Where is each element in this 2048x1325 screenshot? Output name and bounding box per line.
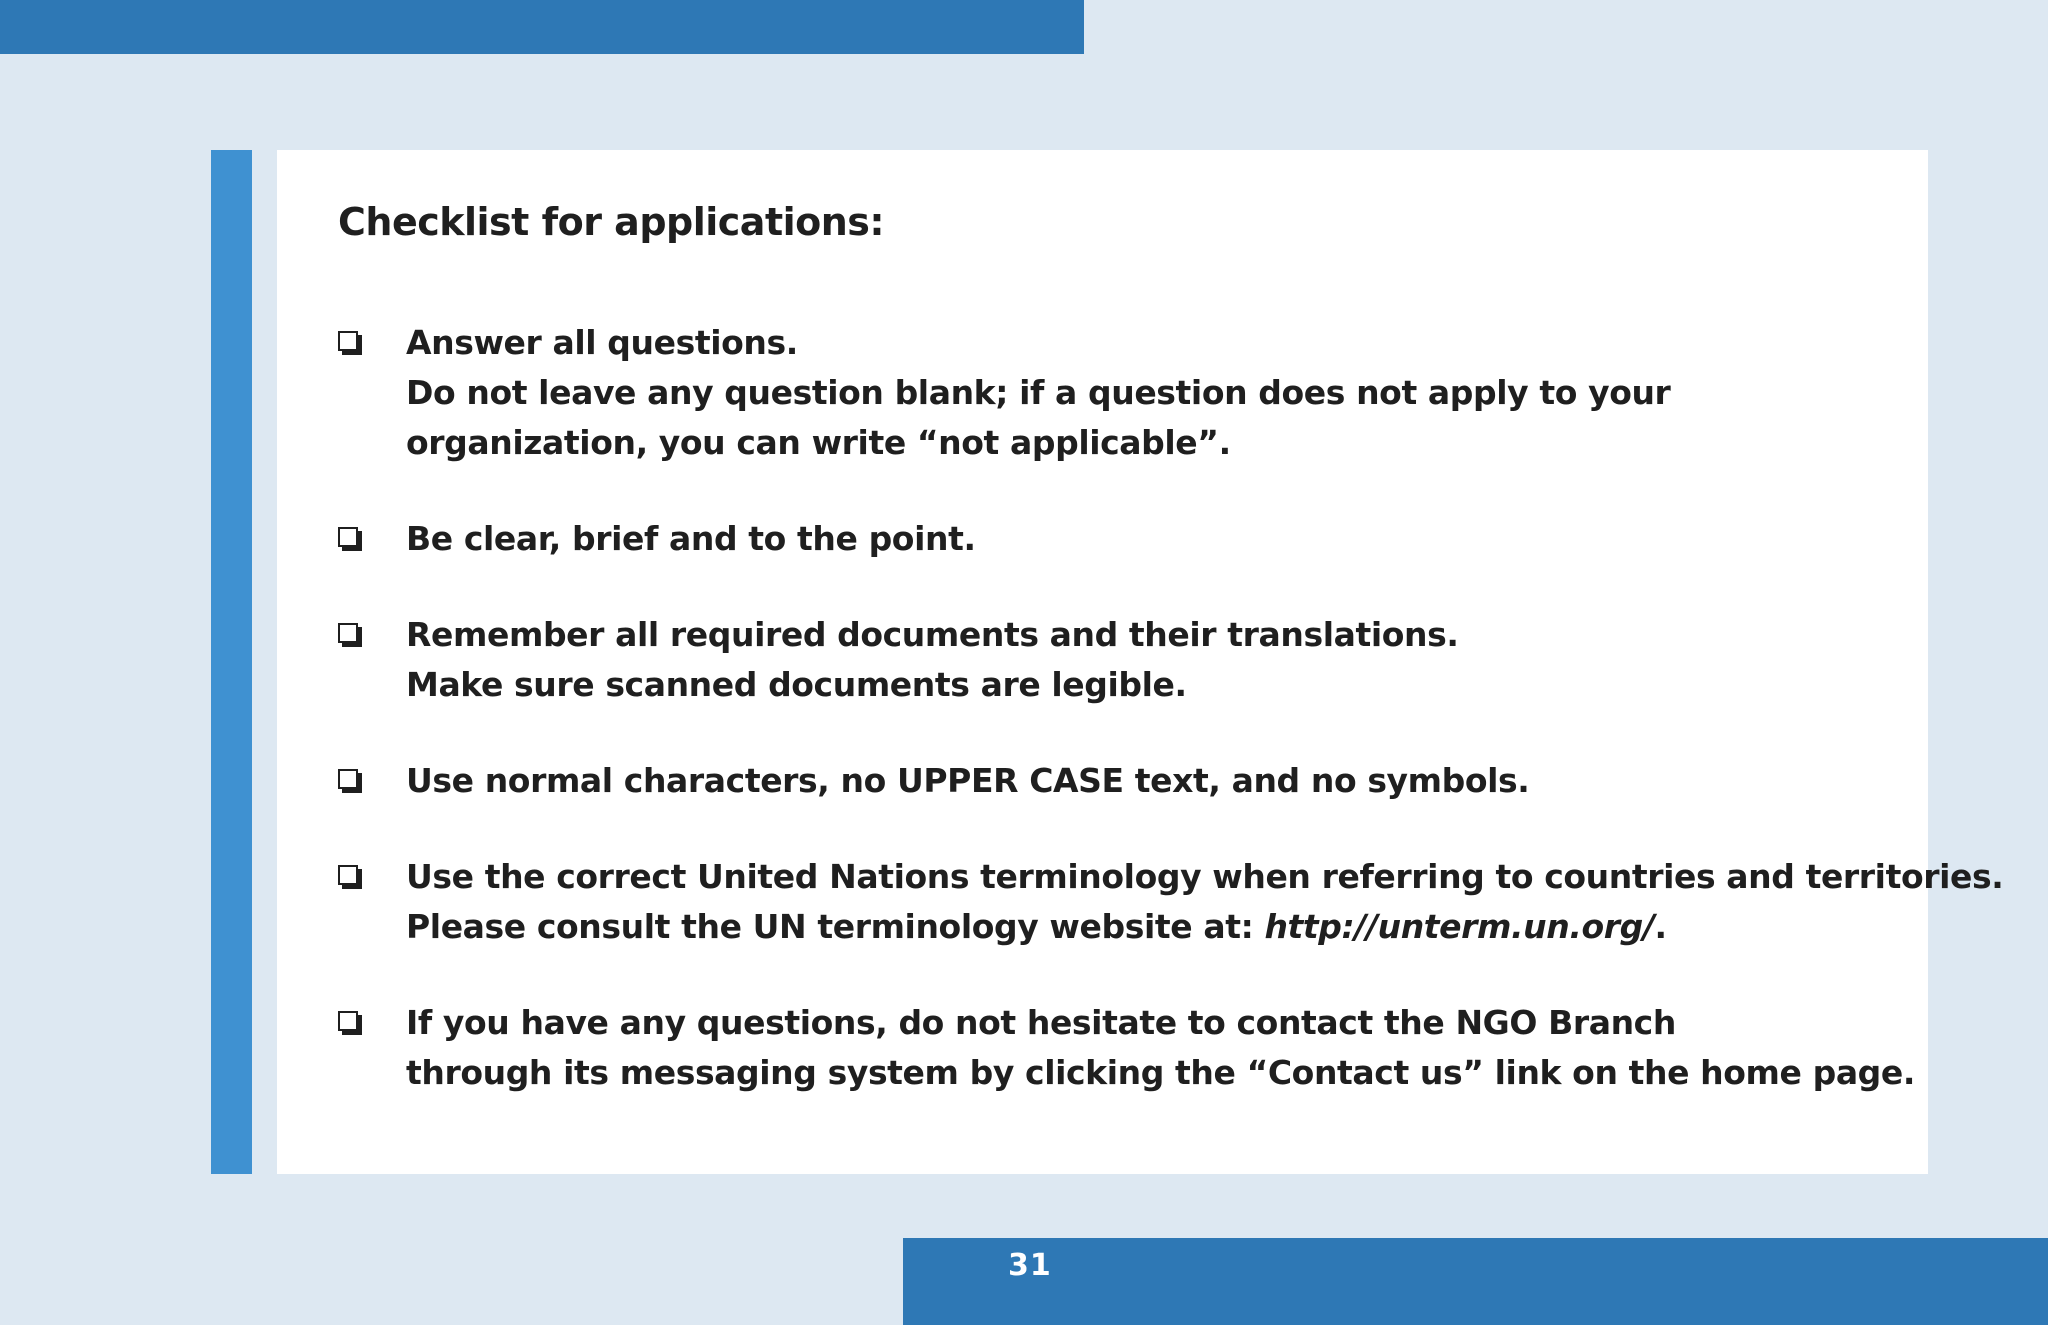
item-line: Be clear, brief and to the point. [406, 519, 976, 558]
side-accent-bar [211, 150, 252, 1174]
checkbox-icon [338, 623, 358, 643]
checkbox-icon [338, 1011, 358, 1031]
item-line: Remember all required documents and their translations. [406, 615, 1459, 654]
item-line: Make sure scanned documents are legible. [406, 665, 1187, 704]
footer-bar [903, 1238, 2048, 1325]
checkbox-icon [338, 331, 358, 351]
checklist-card [277, 150, 2004, 1174]
item-line: Use the correct United Nations terminology when referring to countries and territories. [406, 857, 2004, 896]
item-line [406, 902, 1667, 952]
item-line-suffix: . [1654, 907, 1667, 946]
item-line: Answer all questions. [406, 323, 798, 362]
top-decorative-bar [0, 0, 1084, 54]
item-line: organization, you can write “not applicable”. [406, 423, 1231, 462]
checkbox-icon [338, 527, 358, 547]
item-line-prefix: Please consult the UN terminology website at: [406, 907, 1265, 946]
item-line: through its messaging system by clicking the “Contact us” link on the home page. [406, 1053, 1916, 1092]
item-line: Do not leave any question blank; if a question does not apply to your [406, 373, 1671, 412]
item-line: Use normal characters, no UPPER CASE text, and no symbols. [406, 761, 1530, 800]
page-number: 31 [1008, 1248, 1052, 1283]
checkbox-icon [338, 865, 358, 885]
checkbox-icon [338, 769, 358, 789]
item-line: If you have any questions, do not hesitate to contact the NGO Branch [406, 1003, 1676, 1042]
unterm-link[interactable]: http://unterm.un.org/ [1264, 907, 1655, 946]
checklist-title: Checklist for applications: [338, 200, 885, 244]
